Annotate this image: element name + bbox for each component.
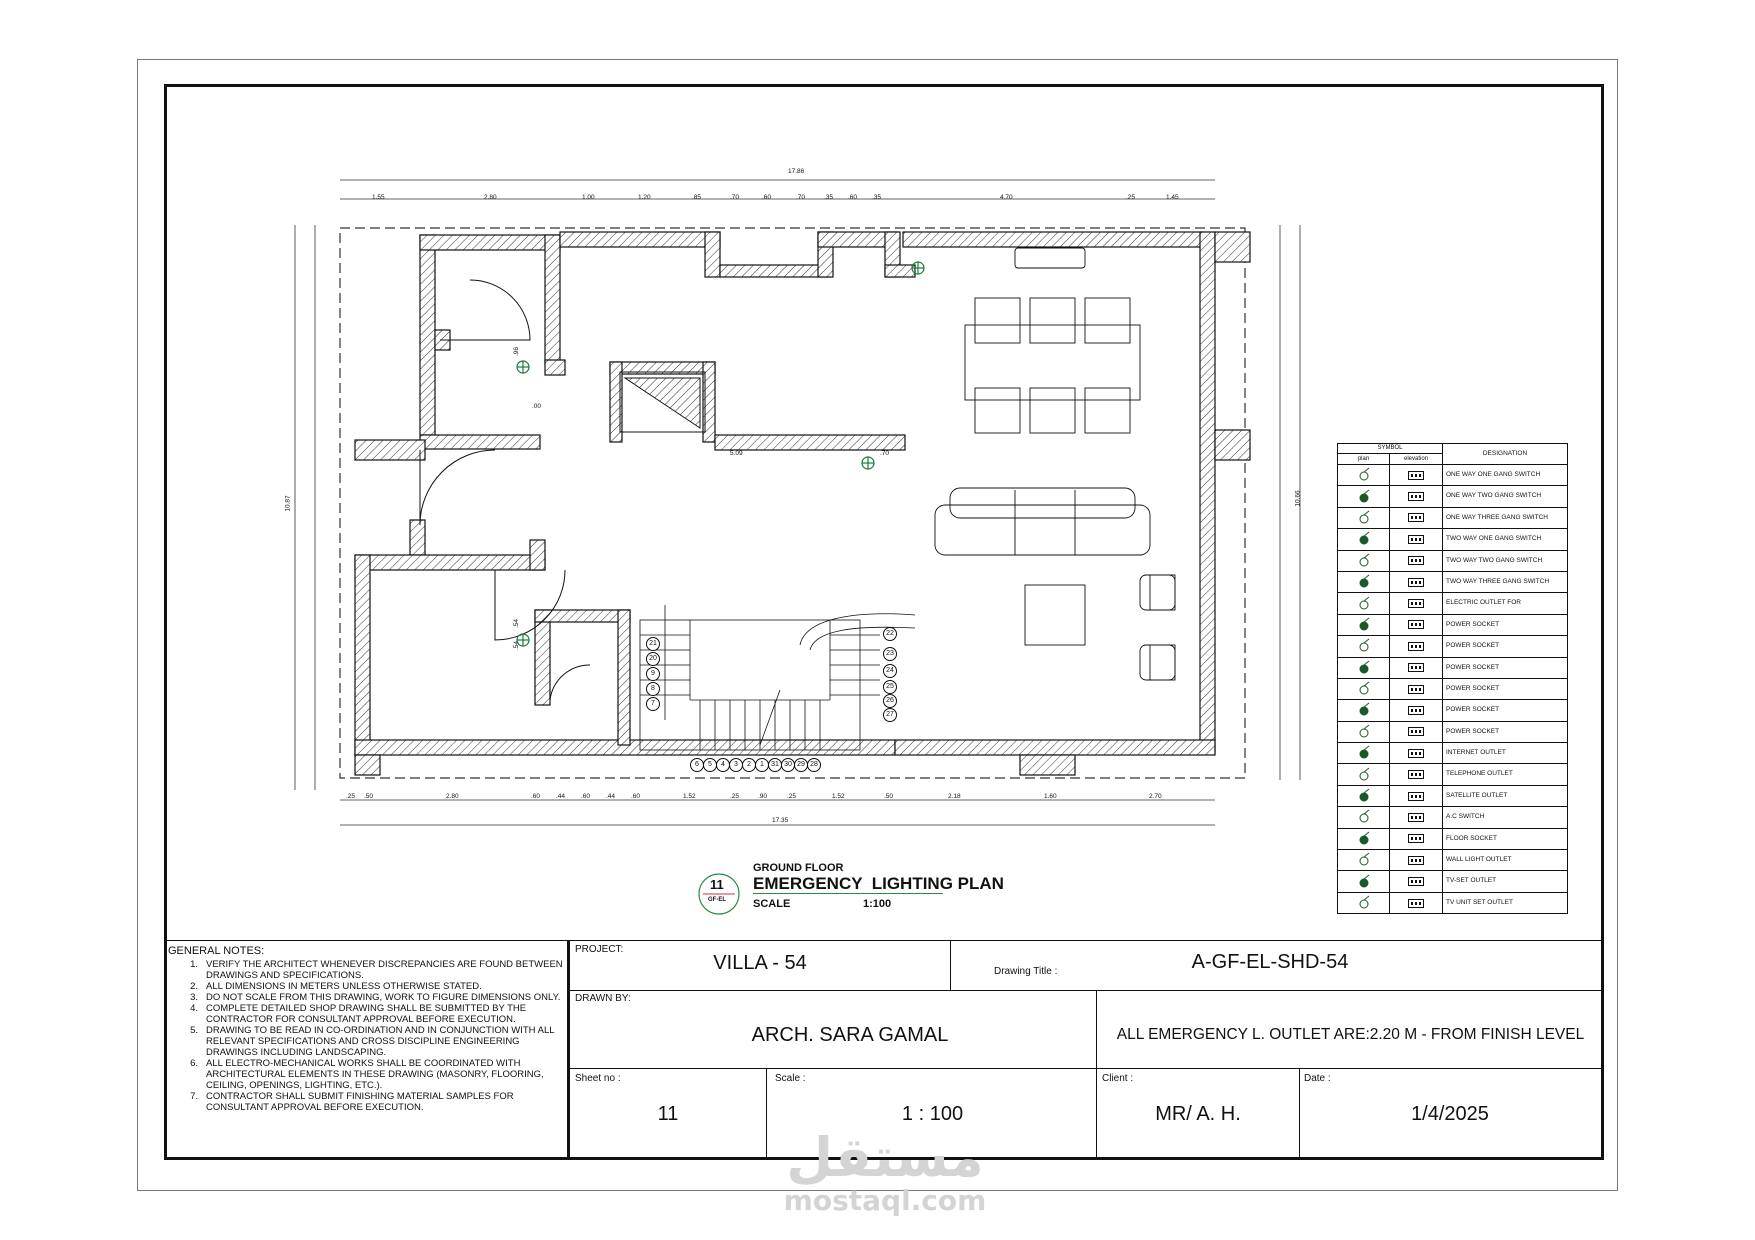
sheet-label: Sheet no : [575, 1073, 621, 1084]
dim-top-13: .25 [1126, 194, 1136, 201]
one-way-two-gang-switch-icon [1338, 486, 1390, 506]
note-number: 1. [190, 959, 198, 970]
emergency-outlet-note: ALL EMERGENCY L. OUTLET ARE:2.20 M - FROM FINISH LEVEL [1116, 1026, 1585, 1043]
elevation-symbol-icon [1390, 551, 1443, 571]
plan-title-block [697, 860, 1057, 920]
elevation-symbol-icon [1390, 764, 1443, 784]
note-text: DO NOT SCALE FROM THIS DRAWING, WORK TO FIGURE DIMENSIONS ONLY. [206, 992, 561, 1003]
elevation-symbol-icon [1390, 529, 1443, 549]
elevation-symbol-icon [1390, 465, 1443, 485]
legend-label: WALL LIGHT OUTLET [1446, 856, 1512, 864]
stair-step-number: 3 [729, 758, 743, 772]
dim-inner-6: .00 [532, 403, 542, 410]
legend-row [1337, 700, 1568, 721]
elevation-symbol-icon [1390, 486, 1443, 506]
dim-top-overall: 17.86 [788, 168, 805, 175]
elevation-symbol-icon [1390, 679, 1443, 699]
dim-top-10: .60 [848, 194, 858, 201]
legend-row [1337, 722, 1568, 743]
dim-bottom-12: .25 [787, 793, 797, 800]
general-notes-list [168, 959, 568, 1113]
legend-label: INTERNET OUTLET [1446, 749, 1506, 757]
note-number: 3. [190, 992, 198, 1003]
symbol-legend [1337, 443, 1568, 914]
elevation-symbol-icon [1390, 786, 1443, 806]
callout-number: 11 [710, 877, 724, 892]
general-note [168, 1058, 568, 1091]
satellite-outlet-icon [1338, 786, 1390, 806]
dim-bottom-3: 2.80 [446, 793, 459, 800]
legend-row [1337, 743, 1568, 764]
legend-header [1337, 443, 1568, 465]
dim-bottom-11: .90 [758, 793, 768, 800]
dim-bottom-2: .50 [364, 793, 374, 800]
scale-value: 1 : 100 [901, 1103, 964, 1125]
note-text: COMPLETE DETAILED SHOP DRAWING SHALL BE SUBMITTED BY THE CONTRACTOR FOR CONSULTANT APPROVAL BEFORE EXECUTION. [206, 1003, 527, 1025]
floor-socket-icon [1338, 829, 1390, 849]
two-way-one-gang-switch-icon [1338, 529, 1390, 549]
stair-step-number: 25 [883, 680, 897, 694]
stair-step-number: 7 [646, 697, 660, 711]
legend-label: TWO WAY THREE GANG SWITCH [1446, 577, 1550, 585]
stair-step-number: 21 [646, 637, 660, 651]
stair-step-number: 28 [807, 758, 821, 772]
stair-step-number: 23 [883, 647, 897, 661]
legend-row [1337, 593, 1568, 614]
note-text: DRAWING TO BE READ IN CO-ORDINATION AND IN CONJUNCTION WITH ALL RELEVANT SPECIFICATIONS AND CROSS DISCIPLINE ENGINEERING DRAWINGS INCLUDING LANDSCAPING. [206, 1025, 555, 1058]
legend-label: TWO WAY ONE GANG SWITCH [1446, 535, 1542, 543]
general-note [168, 992, 568, 1003]
legend-label: POWER SOCKET [1446, 684, 1500, 692]
legend-row [1337, 764, 1568, 785]
elevation-symbol-icon [1390, 807, 1443, 827]
legend-row [1337, 615, 1568, 636]
legend-rows [1337, 465, 1568, 914]
elevation-symbol-icon [1390, 850, 1443, 870]
drawn-by-label: DRAWN BY: [575, 993, 631, 1004]
dim-top-11: .35 [872, 194, 882, 201]
dim-bottom-13: 1.52 [832, 793, 845, 800]
callout-ref: GF-EL [708, 897, 726, 903]
project-label: PROJECT: [575, 944, 624, 955]
legend-row [1337, 807, 1568, 828]
dim-top-9: .35 [824, 194, 834, 201]
legend-row [1337, 636, 1568, 657]
walls [355, 232, 1250, 775]
project-value: VILLA - 54 [713, 952, 807, 974]
mostaql-watermark [770, 1126, 1000, 1217]
dim-bottom-16: 1.60 [1044, 793, 1057, 800]
stair-step-number: 2 [742, 758, 756, 772]
stair-step-number: 31 [768, 758, 782, 772]
elevation-symbol-icon [1390, 743, 1443, 763]
tv-unit-set-outlet-icon [1338, 893, 1390, 913]
dim-bottom-8: .60 [631, 793, 641, 800]
legend-row [1337, 679, 1568, 700]
legend-header-designation: DESIGNATION [1482, 450, 1528, 457]
legend-label: FLOOR SOCKET [1446, 834, 1497, 842]
stair-core [620, 372, 705, 432]
dim-bottom-10: .25 [730, 793, 740, 800]
elevation-symbol-icon [1390, 658, 1443, 678]
furniture [935, 248, 1175, 680]
stair-step-number: 20 [646, 652, 660, 666]
elevation-symbol-icon [1390, 572, 1443, 592]
dim-bottom-1: .25 [346, 793, 356, 800]
date-label: Date : [1304, 1073, 1331, 1084]
sheet-value: 11 [657, 1103, 679, 1125]
note-text: ALL ELECTRO-MECHANICAL WORKS SHALL BE COORDINATED WITH ARCHITECTURAL ELEMENTS IN THESE DRAWING (MASONRY, FLOORING, CEILING, OPENINGS, LIGHTING, ETC.). [206, 1058, 544, 1091]
client-label: Client : [1102, 1073, 1134, 1084]
legend-header-elevation: elevation [1403, 456, 1429, 462]
plan-floor-label: GROUND FLOOR [753, 862, 844, 874]
legend-label: TV-SET OUTLET [1446, 877, 1497, 885]
legend-label: SATELLITE OUTLET [1446, 791, 1508, 799]
legend-label: POWER SOCKET [1446, 706, 1500, 714]
stair-step-number: 26 [883, 694, 897, 708]
dim-top-14: 1.45 [1166, 194, 1179, 201]
drawing-title-label: Drawing Title : [994, 966, 1058, 977]
dim-top-5: .85 [692, 194, 702, 201]
power-socket-icon [1338, 700, 1390, 720]
dim-top-6: .70 [730, 194, 740, 201]
dim-bottom-17: 2.70 [1149, 793, 1162, 800]
stair-step-number: 6 [690, 758, 704, 772]
site-outline [340, 228, 1245, 778]
legend-row [1337, 572, 1568, 593]
dim-top-1: 1.55 [372, 194, 385, 201]
watermark-arabic: مستقل [786, 1126, 984, 1189]
general-note [168, 959, 568, 981]
note-number: 6. [190, 1058, 198, 1069]
note-number: 2. [190, 981, 198, 992]
legend-label: TELEPHONE OUTLET [1446, 770, 1513, 778]
plan-scale-label: SCALE [753, 898, 791, 910]
telephone-outlet-icon [1338, 764, 1390, 784]
stair-step-number: 1 [755, 758, 769, 772]
stair-step-number: 27 [883, 708, 897, 722]
note-text: VERIFY THE ARCHITECT WHENEVER DISCREPANCIES ARE FOUND BETWEEN DRAWINGS AND SPECIFICATIONS. [206, 959, 563, 981]
two-way-three-gang-switch-icon [1338, 572, 1390, 592]
plan-title: EMERGENCY LIGHTING PLAN [753, 874, 1004, 893]
elevation-symbol-icon [1390, 700, 1443, 720]
stair-step-number: 30 [781, 758, 795, 772]
power-socket-icon [1338, 636, 1390, 656]
elevation-symbol-icon [1390, 829, 1443, 849]
legend-row [1337, 850, 1568, 871]
legend-header-symbol: SYMBOL [1338, 444, 1442, 454]
stair-step-number: 8 [646, 682, 660, 696]
power-socket-icon [1338, 615, 1390, 635]
dim-bottom-9: 1.52 [683, 793, 696, 800]
legend-label: ONE WAY TWO GANG SWITCH [1446, 492, 1542, 500]
watermark-latin: mostaql.com [783, 1184, 987, 1217]
dim-bottom-14: .50 [884, 793, 894, 800]
scale-label: Scale : [775, 1073, 806, 1084]
dim-bottom-4: .60 [531, 793, 541, 800]
stair-step-number: 5 [703, 758, 717, 772]
one-way-three-gang-switch-icon [1338, 508, 1390, 528]
drawing-title-value: A-GF-EL-SHD-54 [1191, 951, 1349, 973]
electric-outlet-icon [1338, 593, 1390, 613]
power-socket-icon [1338, 722, 1390, 742]
dim-bottom-overall: 17.35 [772, 817, 789, 824]
note-number: 4. [190, 1003, 198, 1014]
legend-label: ONE WAY THREE GANG SWITCH [1446, 513, 1548, 521]
legend-label: POWER SOCKET [1446, 642, 1500, 650]
plan-scale-value: 1:100 [863, 898, 892, 910]
stair-step-number: 9 [646, 667, 660, 681]
power-socket-icon [1338, 679, 1390, 699]
elevation-symbol-icon [1390, 871, 1443, 891]
stair-step-number: 22 [883, 627, 897, 641]
legend-label: TWO WAY TWO GANG SWITCH [1446, 556, 1543, 564]
emergency-outlet-icons [517, 262, 924, 646]
legend-label: TV UNIT SET OUTLET [1446, 898, 1513, 906]
legend-label: ONE WAY ONE GANG SWITCH [1446, 471, 1541, 478]
note-text: ALL DIMENSIONS IN METERS UNLESS OTHERWISE STATED. [206, 981, 482, 992]
legend-row [1337, 786, 1568, 807]
internet-outlet-icon [1338, 743, 1390, 763]
dim-inner-3: .96 [513, 346, 521, 357]
note-text: CONTRACTOR SHALL SUBMIT FINISHING MATERIAL SAMPLES FOR CONSULTANT APPROVAL BEFORE EXECUTION. [206, 1091, 514, 1113]
legend-row [1337, 465, 1568, 486]
dim-right-overall: 10.66 [1294, 490, 1302, 507]
general-note [168, 1025, 568, 1058]
dim-top-8: .70 [796, 194, 806, 201]
general-note [168, 1003, 568, 1025]
title-underline [753, 893, 943, 894]
staircase [640, 605, 915, 750]
general-notes [168, 946, 568, 1113]
general-note [168, 1091, 568, 1113]
legend-row [1337, 871, 1568, 892]
wall-light-outlet-icon [1338, 850, 1390, 870]
note-number: 5. [190, 1025, 198, 1036]
stair-step-number: 4 [716, 758, 730, 772]
dim-top-12: 4.70 [1000, 194, 1013, 201]
dim-inner-4: .54 [513, 618, 521, 629]
legend-header-plan: plan [1338, 454, 1390, 465]
dim-bottom-15: 2.18 [948, 793, 961, 800]
elevation-symbol-icon [1390, 722, 1443, 742]
elevation-symbol-icon [1390, 615, 1443, 635]
ac-switch-icon [1338, 807, 1390, 827]
tv-set-outlet-icon [1338, 871, 1390, 891]
legend-row [1337, 829, 1568, 850]
note-number: 7. [190, 1091, 198, 1102]
elevation-symbol-icon [1390, 508, 1443, 528]
legend-row [1337, 551, 1568, 572]
dim-bottom-5: .44 [556, 793, 566, 800]
stair-step-number: 29 [794, 758, 808, 772]
dim-top-3: 1.00 [582, 194, 595, 201]
legend-label: POWER SOCKET [1446, 663, 1500, 671]
power-socket-icon [1338, 658, 1390, 678]
elevation-symbol-icon [1390, 893, 1443, 913]
two-way-two-gang-switch-icon [1338, 551, 1390, 571]
one-way-one-gang-switch-icon [1338, 465, 1390, 485]
dim-bottom-7: .44 [606, 793, 616, 800]
elevation-symbol-icon [1390, 593, 1443, 613]
dim-inner-1: 5.09 [730, 450, 743, 457]
drawn-by-value: ARCH. SARA GAMAL [751, 1024, 949, 1046]
stair-step-number: 24 [883, 664, 897, 678]
legend-row [1337, 893, 1568, 914]
dim-inner-2: .70 [880, 450, 890, 457]
legend-row [1337, 508, 1568, 529]
dim-top-7: .60 [762, 194, 772, 201]
elevation-symbol-icon [1390, 636, 1443, 656]
legend-label: A.C SWITCH [1446, 813, 1485, 821]
dim-left-overall: 10.87 [284, 495, 292, 512]
legend-row [1337, 486, 1568, 507]
legend-label: POWER SOCKET [1446, 727, 1500, 735]
general-note [168, 981, 568, 992]
legend-row [1337, 658, 1568, 679]
dim-top-4: 1.20 [638, 194, 651, 201]
dim-inner-5: .54 [513, 640, 521, 651]
date-value: 1/4/2025 [1411, 1103, 1489, 1125]
legend-label: ELECTRIC OUTLET FOR [1446, 599, 1522, 607]
legend-row [1337, 529, 1568, 550]
dim-top-2: 2.80 [484, 194, 497, 201]
general-notes-title: GENERAL NOTES: [168, 945, 265, 957]
dim-bottom-6: .60 [581, 793, 591, 800]
legend-label: POWER SOCKET [1446, 620, 1500, 628]
client-value: MR/ A. H. [1155, 1103, 1241, 1125]
